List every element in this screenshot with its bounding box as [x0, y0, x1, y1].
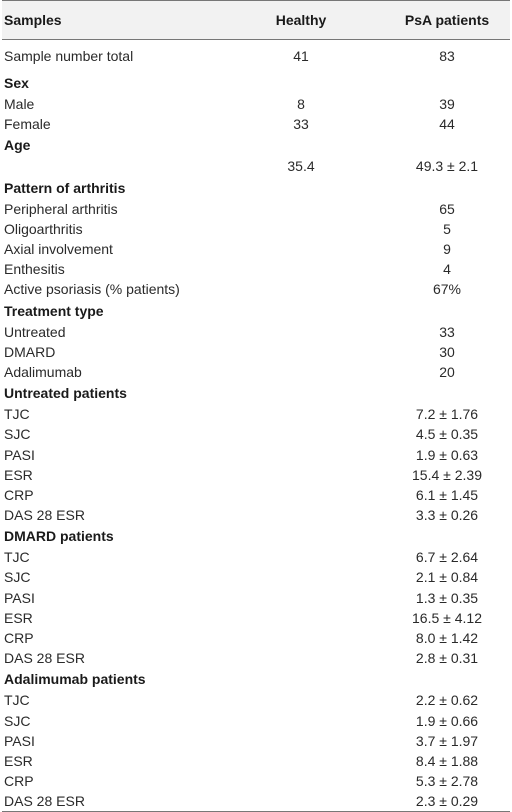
psa-value: 2.8 ± 0.31 — [415, 650, 479, 667]
psa-value: 30 — [439, 343, 455, 360]
psa-value: 44 — [439, 116, 455, 133]
section-heading: Treatment type — [4, 302, 104, 319]
healthy-value — [234, 731, 364, 751]
table-row — [2, 279, 510, 299]
row-label: Peripheral arthritis — [4, 200, 118, 217]
section-heading: DMARD patients — [4, 528, 114, 545]
healthy-value: 35.4 — [287, 158, 315, 175]
healthy-value — [234, 648, 364, 668]
healthy-value — [234, 711, 364, 731]
section-heading: Adalimumab patients — [4, 671, 146, 688]
psa-value: 16.5 ± 4.12 — [412, 609, 482, 626]
row-label: PASI — [4, 589, 35, 606]
psa-value: 33 — [439, 323, 455, 340]
row-label: CRP — [4, 630, 34, 647]
table-row — [2, 628, 510, 648]
table-row — [2, 404, 510, 424]
row-label: Untreated — [4, 323, 66, 340]
healthy-value — [234, 465, 364, 485]
healthy-value — [234, 567, 364, 587]
table-row — [2, 362, 510, 382]
table-row — [2, 342, 510, 362]
table-row — [2, 322, 510, 342]
psa-value: 7.2 ± 1.76 — [415, 406, 479, 423]
table-row — [2, 465, 510, 485]
table-row — [2, 94, 510, 114]
row-label: TJC — [4, 406, 30, 423]
row-label: CRP — [4, 486, 34, 503]
healthy-value — [234, 424, 364, 444]
table-row — [2, 771, 510, 791]
healthy-value — [234, 279, 364, 299]
healthy-value — [234, 690, 364, 710]
psa-value: 1.9 ± 0.63 — [415, 446, 479, 463]
section-heading: Age — [4, 137, 31, 154]
psa-value: 39 — [439, 96, 455, 113]
table-row — [2, 608, 510, 628]
row-label: Oligoarthritis — [4, 220, 83, 237]
psa-value: 9 — [443, 241, 451, 258]
table-row — [2, 505, 510, 525]
psa-value: 65 — [439, 200, 455, 217]
healthy-value — [234, 771, 364, 791]
psa-value: 67% — [432, 281, 462, 298]
row-label: DAS 28 ESR — [4, 650, 85, 667]
row-label: Adalimumab — [4, 363, 82, 380]
healthy-value — [234, 485, 364, 505]
healthy-value — [234, 791, 364, 812]
table-row — [2, 424, 510, 444]
row-label: SJC — [4, 426, 31, 443]
section-heading-row — [2, 177, 510, 199]
healthy-value — [234, 259, 364, 279]
row-label — [2, 156, 234, 176]
psa-value: 5 — [443, 220, 451, 237]
psa-value: 49.3 ± 2.1 — [415, 158, 479, 175]
psa-value: 20 — [439, 363, 455, 380]
row-label: Sample number total — [4, 48, 134, 64]
table-body — [2, 40, 510, 812]
psa-value: 2.3 ± 0.29 — [415, 793, 479, 810]
psa-value: 8.4 ± 1.88 — [415, 752, 479, 769]
row-label: ESR — [4, 609, 33, 626]
table-row — [2, 239, 510, 259]
psa-value: 3.7 ± 1.97 — [415, 732, 479, 749]
table-row — [2, 751, 510, 771]
psa-value: 6.1 ± 1.45 — [415, 486, 479, 503]
healthy-value — [234, 751, 364, 771]
table-row — [2, 547, 510, 567]
table-row — [2, 588, 510, 608]
row-label: CRP — [4, 773, 34, 790]
psa-value: 2.1 ± 0.84 — [415, 569, 479, 586]
psa-value: 4 — [443, 261, 451, 278]
row-label: DAS 28 ESR — [4, 507, 85, 524]
healthy-value: 8 — [297, 96, 305, 113]
row-label: ESR — [4, 466, 33, 483]
section-heading-row — [2, 72, 510, 94]
psa-value: 1.9 ± 0.66 — [415, 712, 479, 729]
header-samples: Samples — [2, 1, 234, 40]
healthy-value — [234, 199, 364, 219]
row-label: Active psoriasis (% patients) — [4, 281, 180, 298]
healthy-value — [234, 362, 364, 382]
healthy-value — [234, 239, 364, 259]
row-label: TJC — [4, 692, 30, 709]
psa-value: 15.4 ± 2.39 — [412, 466, 482, 483]
row-label: Male — [4, 96, 35, 113]
section-heading: Pattern of arthritis — [4, 179, 126, 196]
table-row — [2, 444, 510, 464]
healthy-value: 41 — [293, 48, 309, 64]
psa-value: 4.5 ± 0.35 — [415, 426, 479, 443]
header-psa-patients: PsA patients — [364, 1, 510, 40]
healthy-value — [234, 628, 364, 648]
row-label: Female — [4, 116, 51, 133]
row-label: Axial involvement — [4, 241, 113, 258]
table-row — [2, 485, 510, 505]
header-healthy: Healthy — [234, 1, 364, 40]
healthy-value — [234, 219, 364, 239]
healthy-value — [234, 505, 364, 525]
row-label: PASI — [4, 732, 35, 749]
psa-value: 3.3 ± 0.26 — [415, 507, 479, 524]
table-row — [2, 219, 510, 239]
table-row — [2, 156, 510, 176]
table-row — [2, 648, 510, 668]
psa-value: 1.3 ± 0.35 — [415, 589, 479, 606]
table-row — [2, 40, 510, 73]
table-row — [2, 791, 510, 812]
section-heading-row — [2, 382, 510, 404]
healthy-value — [234, 588, 364, 608]
section-heading-row — [2, 134, 510, 156]
row-label: ESR — [4, 752, 33, 769]
table-row — [2, 259, 510, 279]
row-label: DAS 28 ESR — [4, 793, 85, 810]
section-heading: Untreated patients — [4, 385, 127, 402]
healthy-value — [234, 444, 364, 464]
healthy-value: 33 — [293, 116, 309, 133]
healthy-value — [234, 404, 364, 424]
row-label: Enthesitis — [4, 261, 65, 278]
psa-value: 5.3 ± 2.78 — [415, 773, 479, 790]
section-heading-row — [2, 668, 510, 690]
table-row — [2, 731, 510, 751]
table-row — [2, 567, 510, 587]
section-heading: Sex — [4, 75, 29, 91]
row-label: PASI — [4, 446, 35, 463]
row-label: DMARD — [4, 343, 56, 360]
healthy-value — [234, 608, 364, 628]
table-row — [2, 711, 510, 731]
table-row — [2, 199, 510, 219]
healthy-value — [234, 547, 364, 567]
psa-value: 6.7 ± 2.64 — [415, 549, 479, 566]
healthy-value — [234, 322, 364, 342]
psa-value: 8.0 ± 1.42 — [415, 630, 479, 647]
healthy-value — [234, 342, 364, 362]
header-row — [2, 1, 510, 40]
section-heading-row — [2, 300, 510, 322]
table-header — [2, 1, 510, 40]
row-label: TJC — [4, 549, 30, 566]
psa-value: 83 — [439, 48, 455, 64]
row-label: SJC — [4, 712, 31, 729]
patient-characteristics-table — [2, 0, 510, 812]
table-row — [2, 114, 510, 134]
section-heading-row — [2, 525, 510, 547]
psa-value: 2.2 ± 0.62 — [415, 692, 479, 709]
table-row — [2, 690, 510, 710]
row-label: SJC — [4, 569, 31, 586]
